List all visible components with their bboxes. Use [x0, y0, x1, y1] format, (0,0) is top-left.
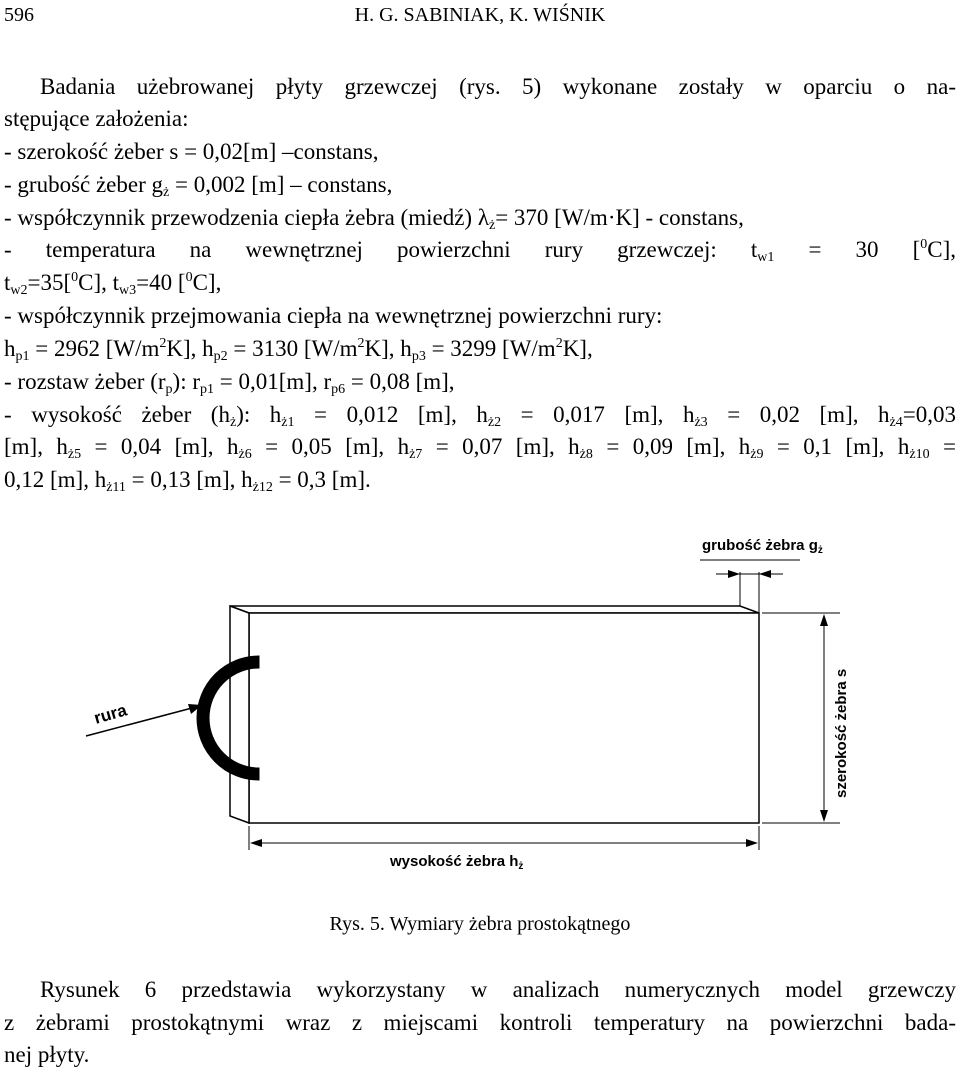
- closing-line-1: Rysunek 6 przedstawia wykorzystany w analizach numerycznych model grzewczy: [40, 977, 956, 1002]
- height-arrow-left: [250, 839, 262, 847]
- assumption-temperature-cont: $t_{w2}=35[^0C]$, $t_{w3}=40$ [$^0$C],: [4, 270, 222, 298]
- paragraph-line-1: Badania użebrowanej płyty grzewczej (rys. 5) wykonane zostały w oparciu o na-: [40, 74, 956, 99]
- assumption-fin-height-cont: [m], $h_{ż5} = 0,04$ [m], $h_{ż6} = 0,05$ [m], $h_{ż7} = 0,07$ [m], $h_{ż8} = 0,09$ [m], $h_{ż9} = 0,1$ [m], $h_{ż10}$ =: [4, 434, 956, 462]
- fin-left-face: [230, 606, 249, 823]
- running-head-authors: H. G. SABINIAK, K. WIŚNIK: [354, 4, 606, 26]
- height-arrow-right: [746, 839, 758, 847]
- assumption-heat-transfer-values: $h_{p1} = 2962$ $[W/m^2K]$, $h_{p2} = 3130$ $[W/m^2K]$, $h_{p3} = 3299$ $[W/m^2K]$,: [4, 336, 593, 364]
- fin-dimensions-figure: [40, 528, 960, 908]
- height-label: wysokość żebra $h_ż$: [390, 853, 524, 872]
- assumption-heat-transfer: - współczynnik przejmowania ciepła na wewnętrznej powierzchni rury:: [4, 303, 663, 328]
- width-arrow-top: [820, 614, 828, 626]
- pipe-label: rura: [91, 700, 129, 728]
- closing-line-3: nej płyty.: [4, 1042, 90, 1067]
- fin-front-face: [249, 613, 759, 823]
- figure-caption: Rys. 5. Wymiary żebra prostokątnego: [329, 913, 631, 935]
- assumption-fin-thickness: - grubość żeber $g_ż = 0,002$ [m] – constans,: [4, 172, 393, 200]
- fin-top-face: [230, 606, 759, 613]
- page-number: 596: [4, 4, 34, 26]
- assumption-conductivity: - współczynnik przewodzenia ciepła żebra (miedź) $\lambda_ż= 370$ [W/m·K] - constans,: [4, 205, 744, 233]
- closing-line-2: z żebrami prostokątnymi wraz z miejscami kontroli temperatury na powierzchni bada-: [4, 1010, 956, 1035]
- assumption-temperature: - temperatura na wewnętrznej powierzchni rury grzewczej: $t_{w1} = 30$ [$^0$C],: [4, 237, 956, 265]
- assumption-fin-width: - szerokość żeber s = 0,02[m] –constans,: [4, 139, 379, 164]
- paragraph-line-2: stępujące założenia:: [4, 106, 189, 131]
- assumption-fin-spacing: - rozstaw żeber $(r_p)$: $r_{p1} = 0,01[m]$, $r_{p6} = 0,08$ [m],: [4, 369, 455, 397]
- width-arrow-bottom: [820, 810, 828, 822]
- assumption-fin-height-end: 0,12 [m], $h_{ż11} = 0,13$ [m], $h_{ż12} = 0,3$ [m].: [4, 467, 371, 495]
- width-label: szerokość żebra s: [833, 668, 850, 798]
- running-header: [0, 4, 960, 30]
- thickness-label: grubość żebra $g_ż$: [702, 537, 823, 556]
- assumption-fin-height: - wysokość żeber $(h_ż)$: $h_{ż1} = 0,012$ [m], $h_{ż2} = 0,017$ [m], $h_{ż3} = 0,02$ [m], $h_{ż4}=0,03$: [4, 402, 956, 430]
